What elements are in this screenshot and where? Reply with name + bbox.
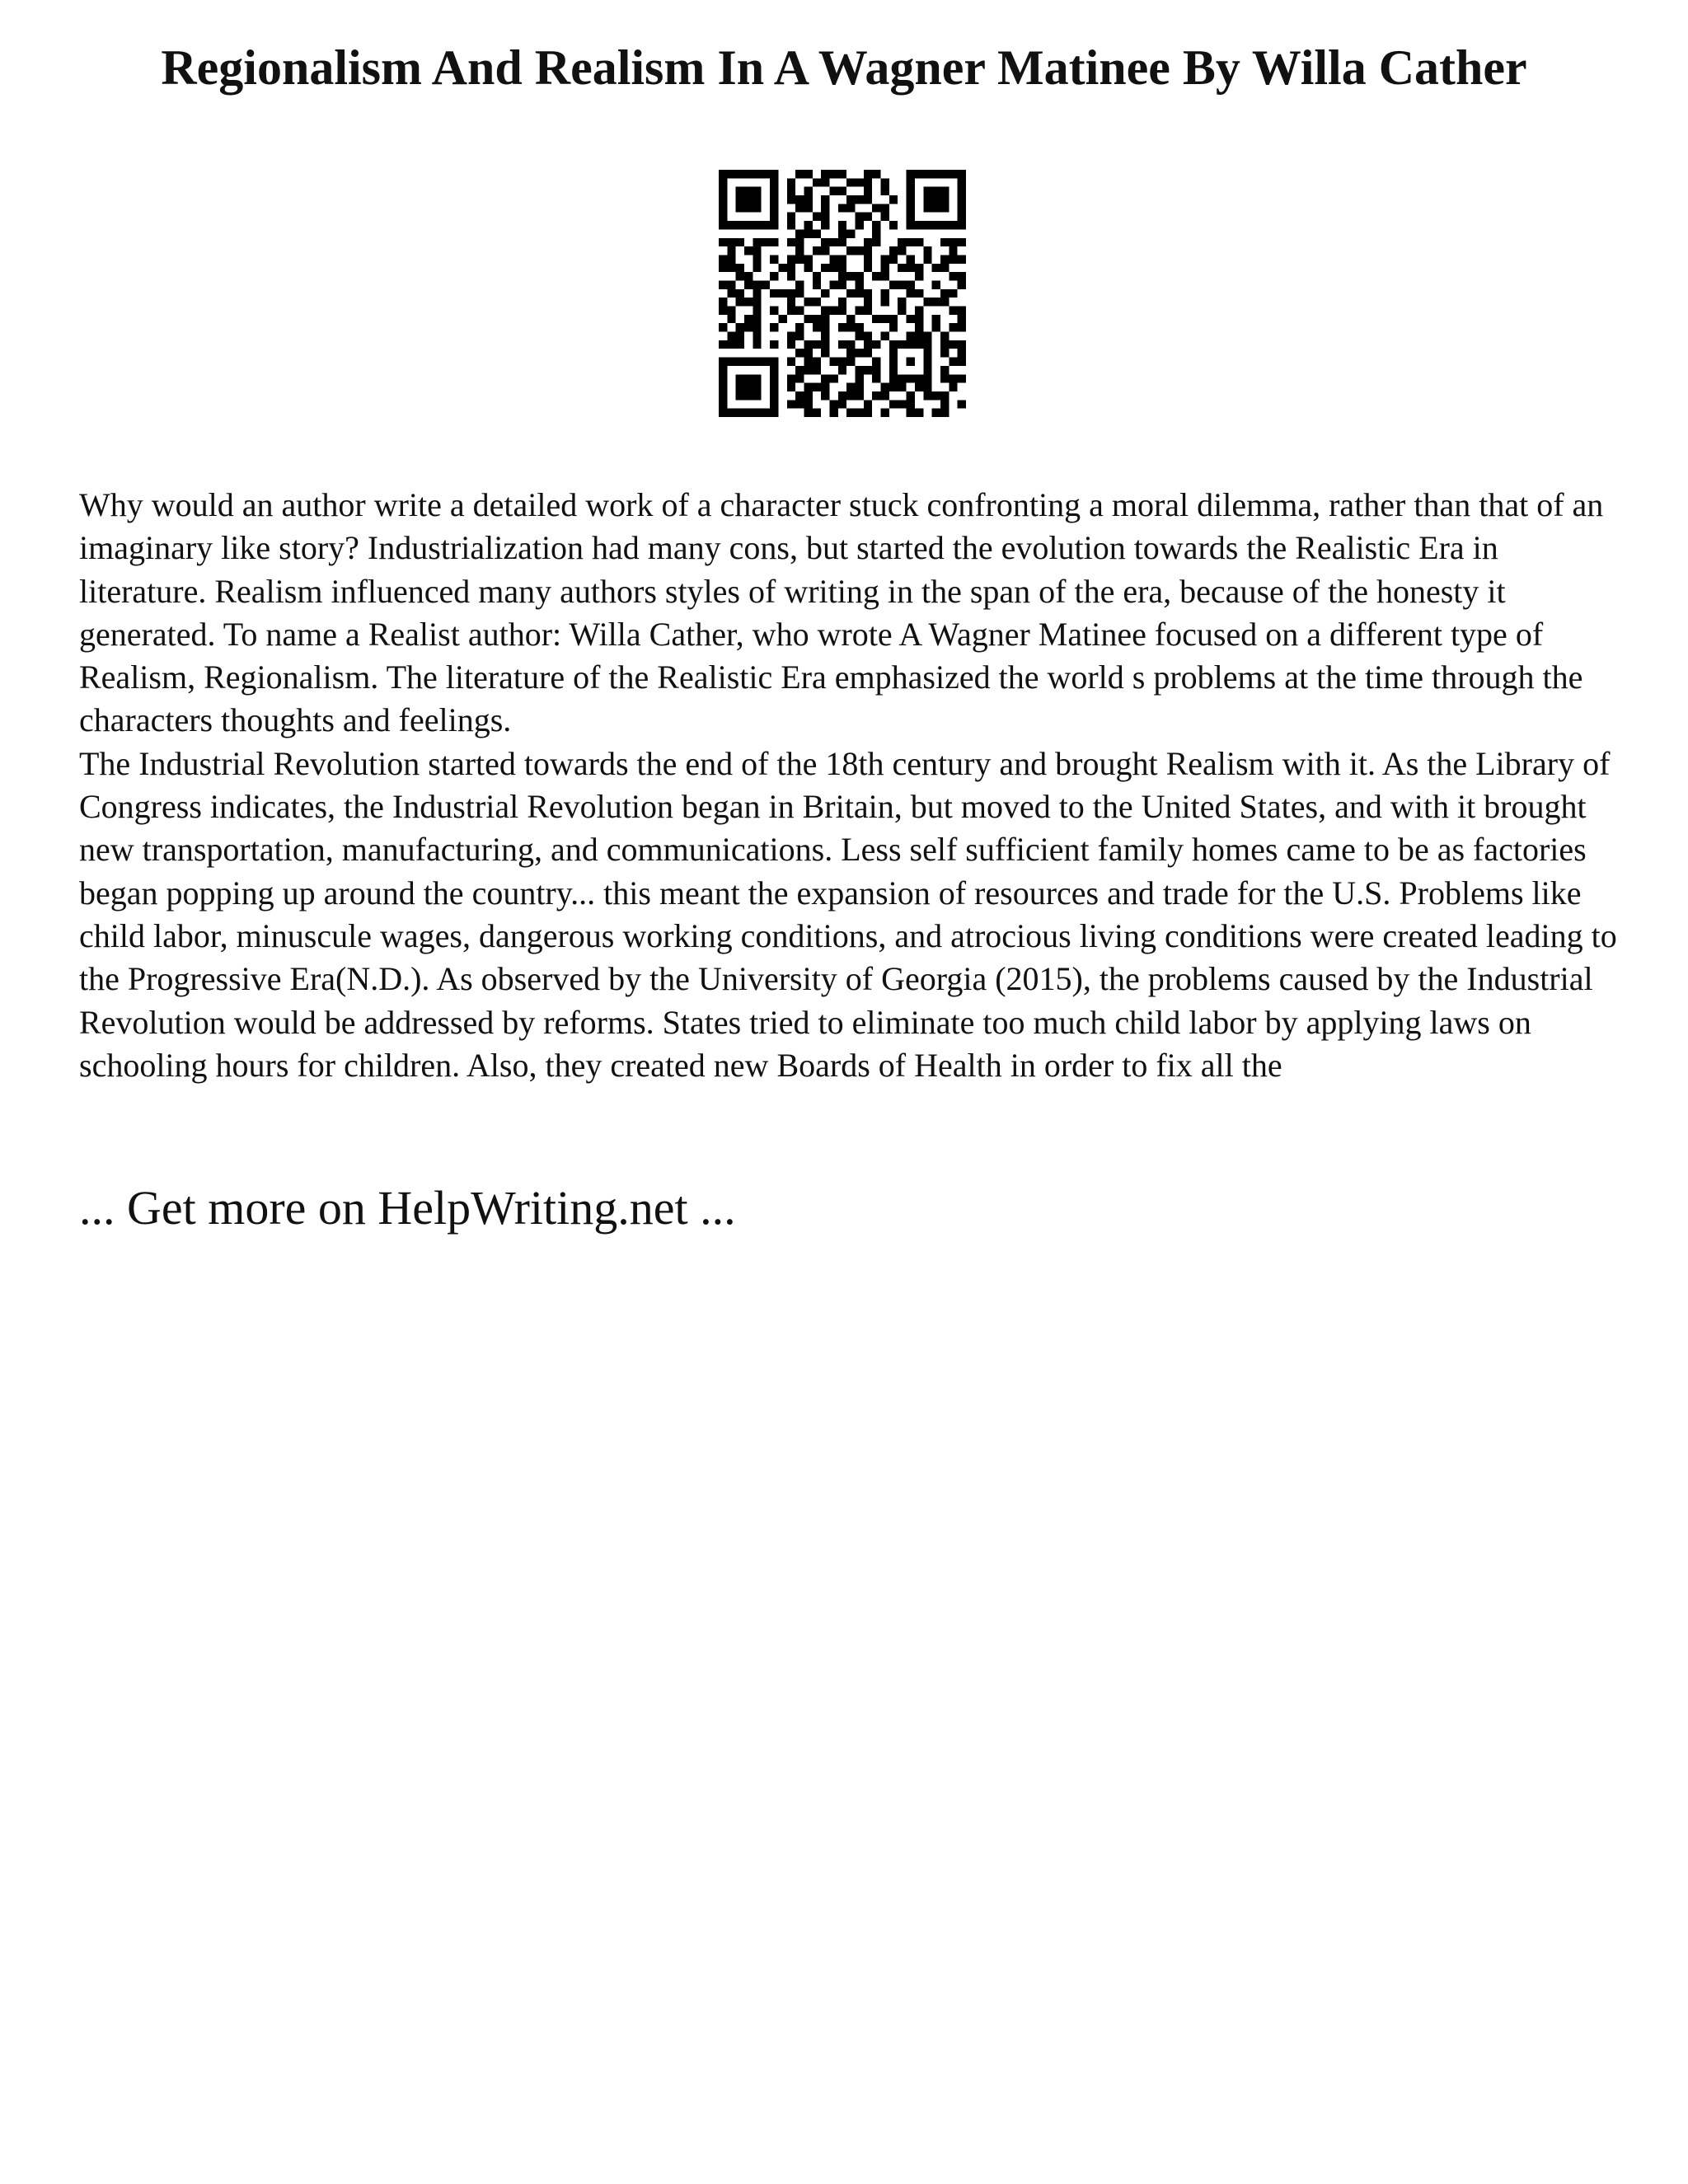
paragraph: Why would an author write a detailed work of a character stuck confronting a moral dilemma, rather than that of an imaginary like story? Industrialization had many cons, but started the evolution towards the Realistic Era in literature. Realism influenced many authors styles of writing in the span of the era, because of the honesty it generated. To name a Realist author: Willa Cather, who wrote A Wagner Matinee focused on a different type of Realism, Regionalism. The literature of the Realistic Era emphasized the world s problems at the time through the characters thoughts and feelings. xyxy=(79,486,1604,739)
document-body xyxy=(79,484,1629,1087)
paragraph: The Industrial Revolution started towards the end of the 18th century and brought Realism with it. As the Library of Congress indicates, the Industrial Revolution began in Britain, but moved to the United States, and with it brought new transportation, manufacturing, and communications. Less self sufficient family homes came to be as factories began popping up around the country... this meant the expansion of resources and trade for the U.S. Problems like child labor, minuscule wages, dangerous working conditions, and atrocious living conditions were created leading to the Progressive Era(N.D.). As observed by the University of Georgia (2015), the problems caused by the Industrial Revolution would be addressed by reforms. States tried to eliminate too much child labor by applying laws on schooling hours for children. Also, they created new Boards of Health in order to fix all the xyxy=(79,744,1617,1084)
qr-code-icon xyxy=(719,170,966,417)
get-more-link[interactable]: ... Get more on HelpWriting.net ... xyxy=(79,1181,736,1235)
document-title: Regionalism And Realism In A Wagner Matinee By Willa Cather xyxy=(161,40,1527,95)
